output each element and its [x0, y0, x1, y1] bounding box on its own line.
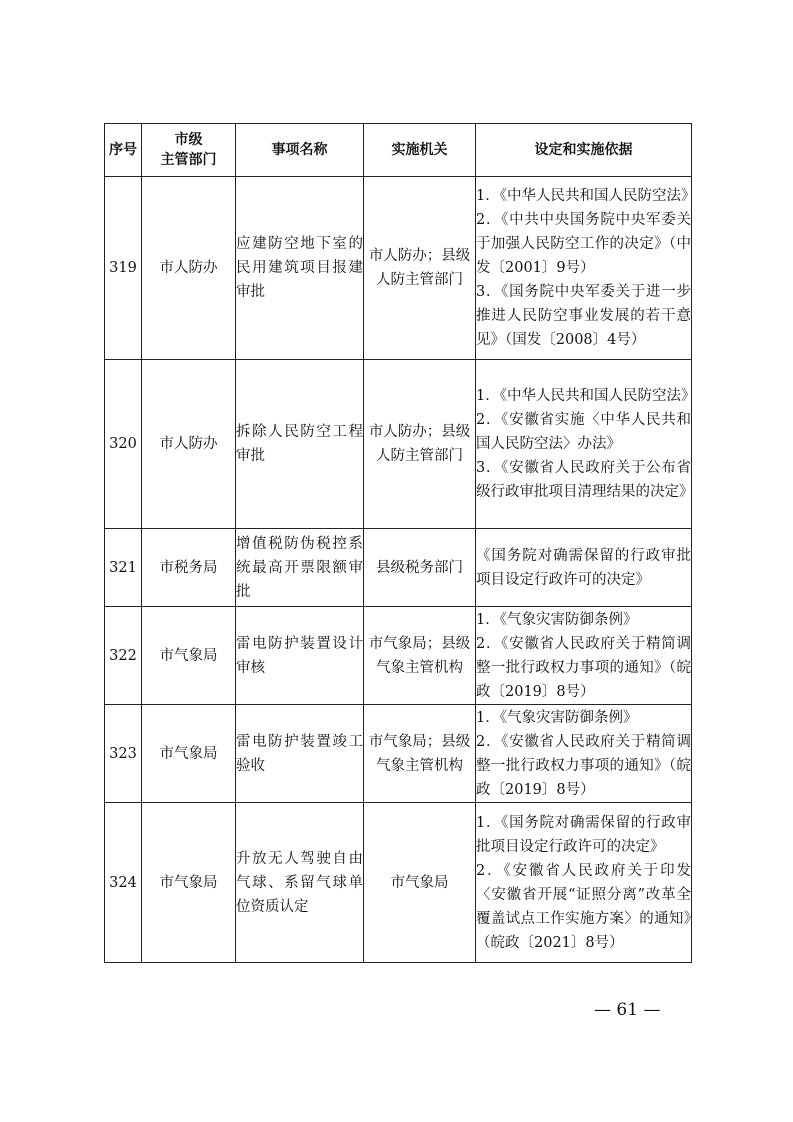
item-name-cell: 增值税防伪税控系统最高开票限额审批: [236, 529, 364, 607]
implementing-agency-cell: 市人防办；县级人防主管部门: [364, 360, 476, 529]
implementing-agency-cell: 市人防办；县级人防主管部门: [364, 177, 476, 360]
legal-basis-item: 2．《安徽省人民政府关于印发〈安徽省开展“证照分离”改革全覆盖试点工作实施方案〉的通知》（皖政〔2021〕8号）: [476, 862, 691, 951]
item-name-cell: 应建防空地下室的民用建筑项目报建审批: [236, 177, 364, 360]
legal-basis-item: 2．《安徽省实施〈中华人民共和国人民防空法〉办法》: [476, 412, 691, 452]
implementing-agency-cell: 县级税务部门: [364, 529, 476, 607]
legal-basis-item: 2．《安徽省人民政府关于精简调整一批行政权力事项的通知》（皖政〔2019〕8号）: [476, 635, 691, 700]
implementing-agency-cell: 市气象局；县级气象主管机构: [364, 607, 476, 705]
implementing-agency-cell: 市气象局；县级气象主管机构: [364, 705, 476, 803]
department-cell: 市人防办: [142, 360, 236, 529]
legal-basis-item: 2．《安徽省人民政府关于精简调整一批行政权力事项的通知》（皖政〔2019〕8号）: [476, 733, 691, 798]
table-header-row: [105, 124, 692, 177]
legal-basis-item: 1．《国务院对确需保留的行政审批项目设定行政许可的决定》: [476, 814, 691, 855]
table-body: [105, 177, 696, 963]
item-name-cell: 雷电防护装置竣工验收: [236, 705, 364, 803]
legal-basis-cell: [476, 803, 692, 963]
legal-basis-item: 2．《中共中央国务院中央军委关于加强人民防空工作的决定》（中发〔2001〕9号）: [476, 212, 691, 276]
serial-number-cell: 323: [105, 705, 142, 803]
serial-number-cell: 319: [105, 177, 142, 360]
table-row: [105, 705, 692, 803]
table-row: [105, 529, 692, 607]
implementing-agency-cell: 市气象局: [364, 803, 476, 963]
legal-basis-cell: [476, 177, 696, 360]
legal-basis-item: 《国务院对确需保留的行政审批项目设定行政许可的决定》: [476, 547, 691, 588]
header-implementing-agency: 实施机关: [364, 124, 476, 177]
department-cell: 市气象局: [142, 607, 236, 705]
legal-basis-cell: [476, 529, 692, 607]
page-number: — 61 —: [594, 1000, 661, 1020]
table-row: [105, 607, 692, 705]
legal-basis-cell: [476, 607, 692, 705]
header-serial-number: 序号: [105, 124, 142, 177]
serial-number-cell: 320: [105, 360, 142, 529]
table-row: [105, 803, 692, 963]
header-item-name: 事项名称: [236, 124, 364, 177]
serial-number-cell: 322: [105, 607, 142, 705]
item-name-cell: 拆除人民防空工程审批: [236, 360, 364, 529]
table-row: [105, 177, 692, 360]
header-department: 市级 主管部门: [142, 124, 236, 177]
approval-items-table: [104, 123, 696, 963]
legal-basis-cell: [476, 705, 692, 803]
legal-basis-item: 1．《气象灾害防御条例》: [476, 709, 638, 726]
department-cell: 市税务局: [142, 529, 236, 607]
department-cell: 市气象局: [142, 705, 236, 803]
legal-basis-item: 1．《中华人民共和国人民防空法》: [476, 188, 696, 204]
header-legal-basis: 设定和实施依据: [476, 124, 692, 177]
department-cell: 市气象局: [142, 803, 236, 963]
legal-basis-item: 3．《安徽省人民政府关于公布省级行政审批项目清理结果的决定》: [476, 460, 694, 500]
legal-basis-item: 3．《国务院中央军委关于进一步推进人民防空事业发展的若干意见》（国发〔2008〕4号）: [476, 284, 691, 348]
item-name-cell: 雷电防护装置设计审核: [236, 607, 364, 705]
table-row: [105, 360, 692, 529]
item-name-cell: 升放无人驾驶自由气球、系留气球单位资质认定: [236, 803, 364, 963]
serial-number-cell: 324: [105, 803, 142, 963]
legal-basis-cell: [476, 360, 696, 529]
department-cell: 市人防办: [142, 177, 236, 360]
legal-basis-item: 1．《气象灾害防御条例》: [476, 611, 638, 628]
serial-number-cell: 321: [105, 529, 142, 607]
legal-basis-item: 1．《中华人民共和国人民防空法》: [476, 388, 696, 404]
